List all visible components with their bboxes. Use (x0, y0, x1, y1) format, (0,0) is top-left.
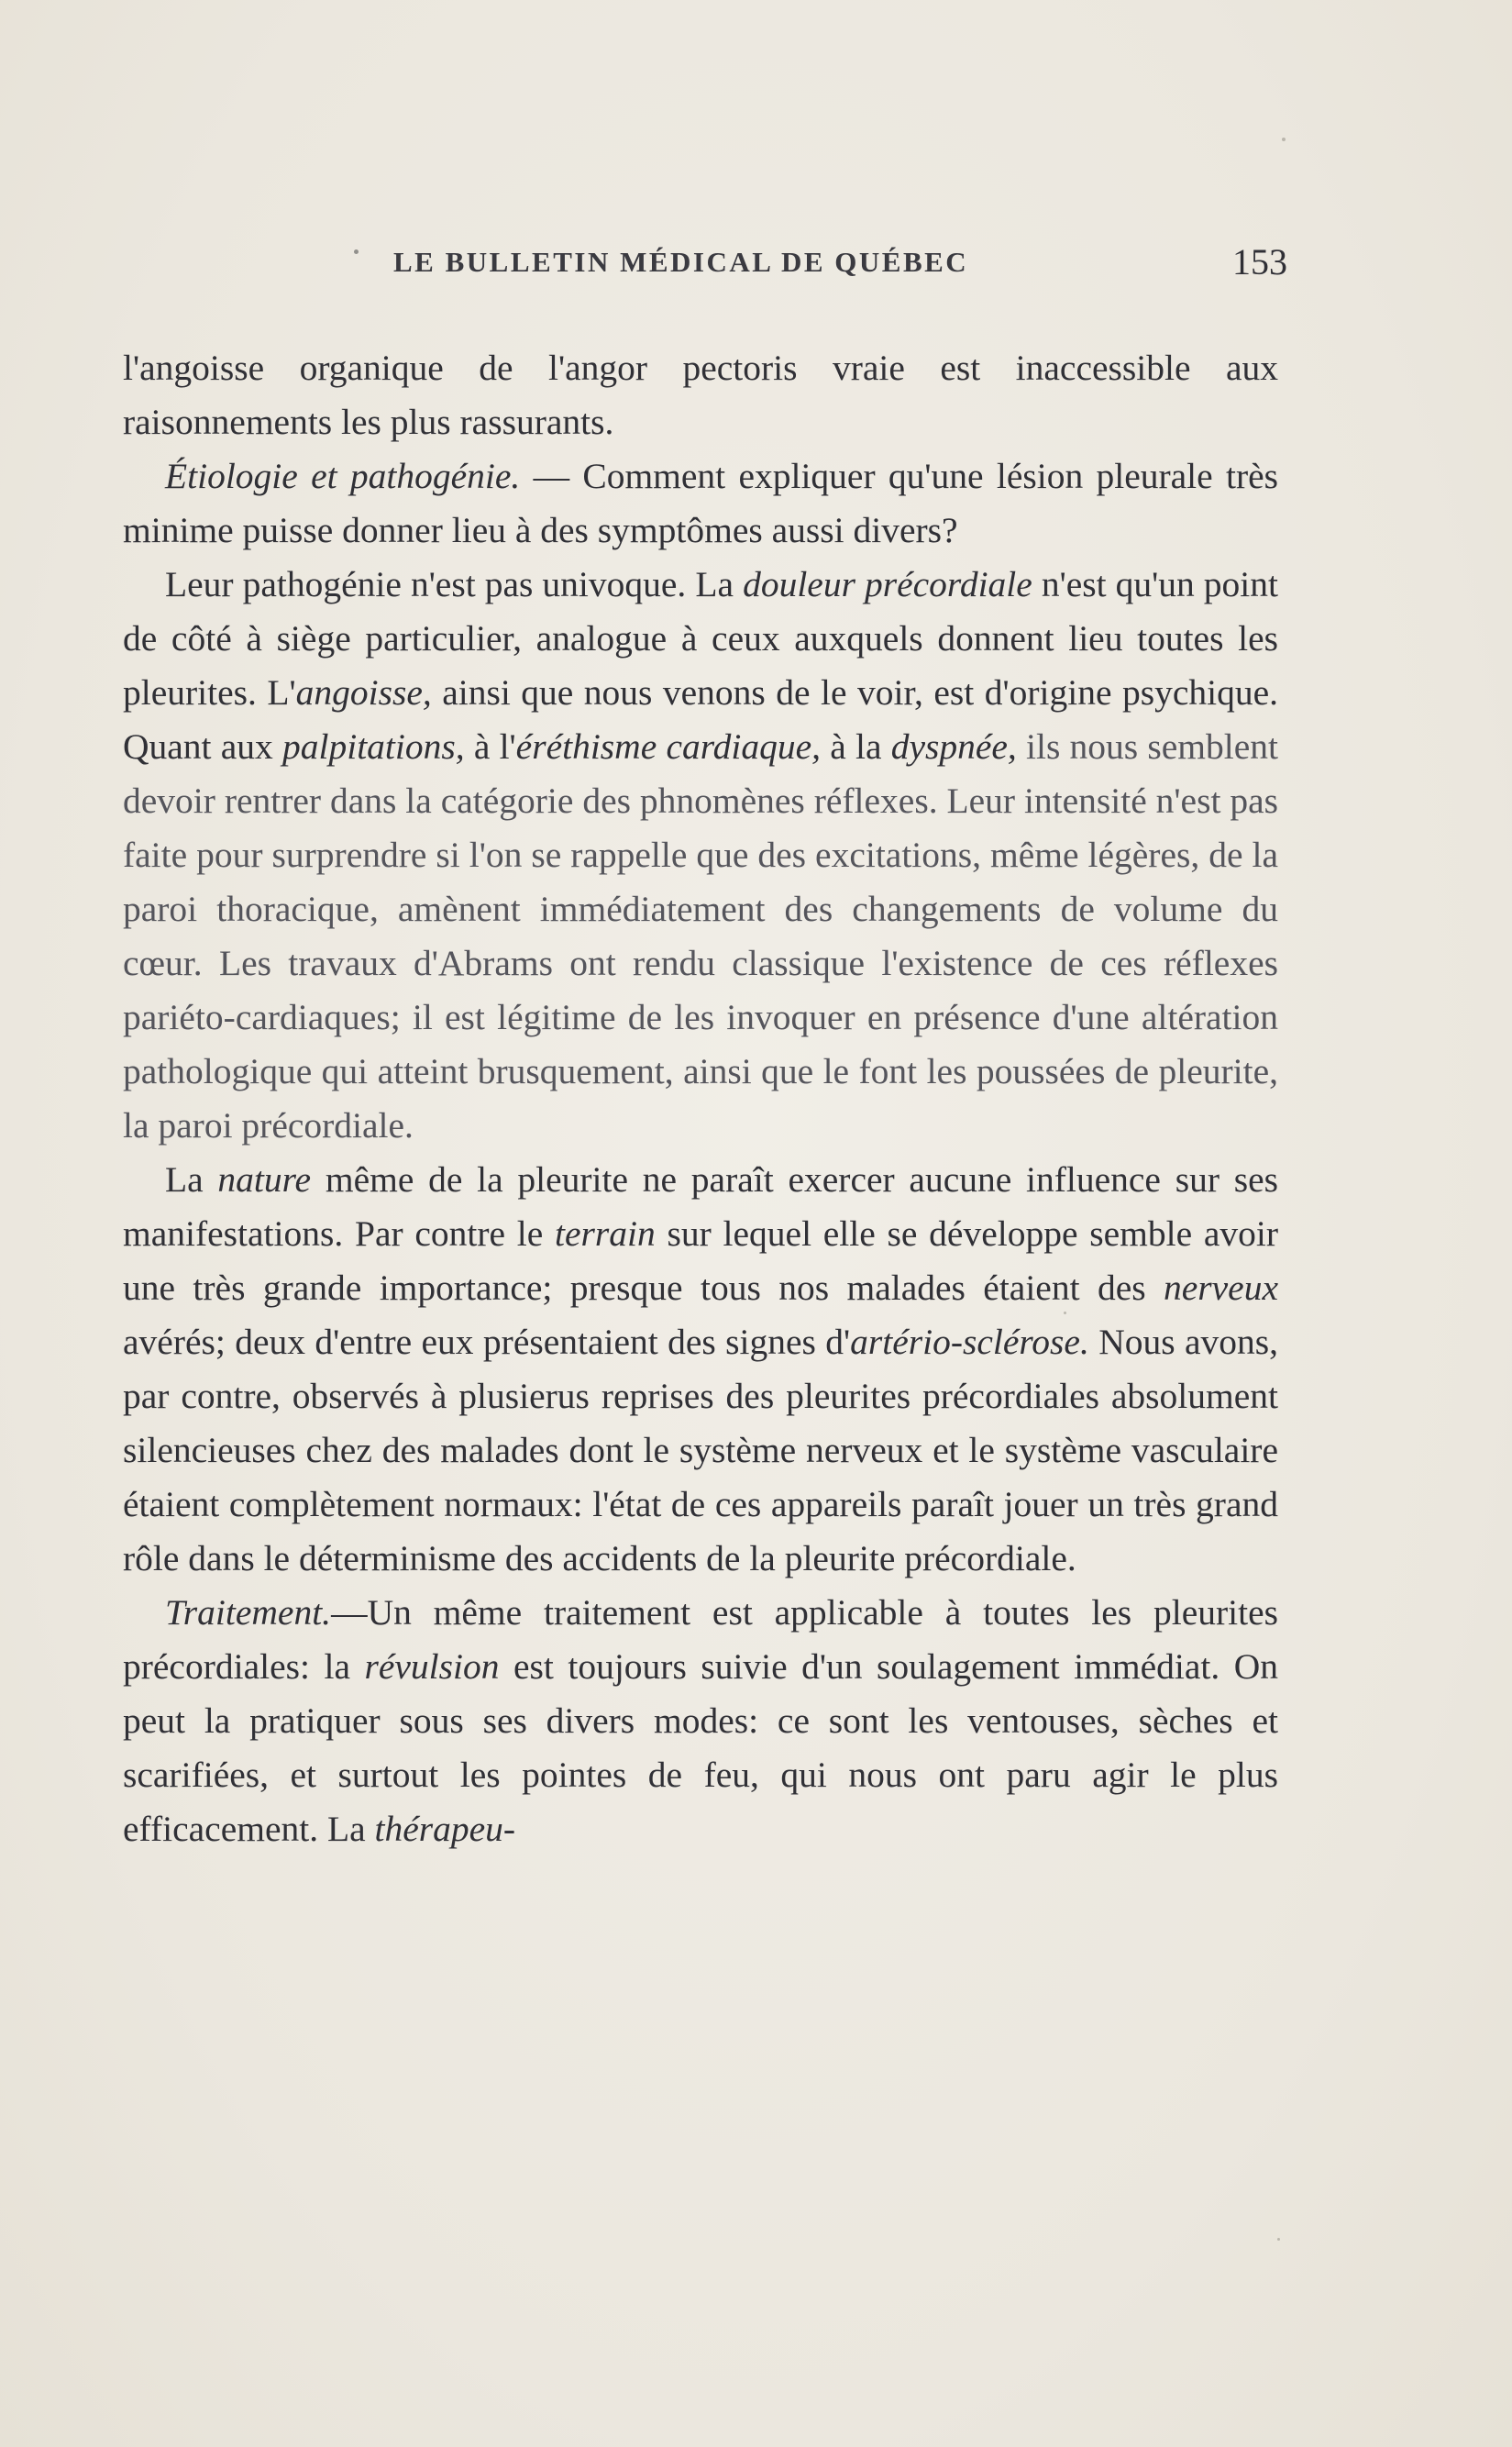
paragraph-3-text: à la (821, 726, 891, 767)
body-text (123, 341, 1278, 1856)
term-douleur-precordiale: douleur précordiale (743, 564, 1032, 604)
term-dyspnee: dyspnée, (890, 726, 1017, 767)
term-nature: nature (217, 1159, 312, 1200)
paragraph-5 (123, 1586, 1278, 1856)
paragraph-1 (123, 341, 1278, 449)
paragraph-3-text: ainsi que nous venons de le voir, est d'origine psychique. Quant aux (123, 672, 1278, 767)
paragraph-2-text: — Comment expliquer qu'une lésion pleurale très minime puisse donner lieu à des symptômes aussi divers? (123, 456, 1278, 550)
paragraph-5-text: —Un même traitement est applicable à toutes les pleurites précordiales: la (123, 1592, 1278, 1687)
paragraph-3-text: ils nous semblent devoir rentrer dans la catégorie des phnomènes réflexes. Leur intensité n'est pas faite pour surprendre si l'on se rappelle que des excitations, même légères, de la paroi thoracique, amènent immédiatement des changements de volume du cœur. Les travaux d'Abrams ont rendu classique l'existence de ces réflexes pariéto-cardiaques; il est légitime de les invoquer en présence d'une altération pathologique qui atteint brusquement, ainsi que le font les poussées de pleurite, la paroi précordiale. (123, 726, 1278, 1146)
paragraph-3-text: n'est qu'un point de côté à siège particulier, analogue à ceux auxquels donnent lieu toutes les pleurites. L' (123, 564, 1278, 713)
paper-speck (1282, 138, 1286, 141)
paragraph-4-text: La (165, 1159, 218, 1200)
paragraph-4 (123, 1153, 1278, 1586)
paper-speck (1064, 1312, 1066, 1314)
section-heading-traitement: Traitement. (165, 1592, 332, 1633)
paper-speck (354, 249, 359, 254)
running-header (123, 240, 1287, 286)
term-therapeu: thérapeu- (374, 1809, 516, 1849)
journal-title: LE BULLETIN MÉDICAL DE QUÉBEC (393, 246, 969, 278)
paragraph-4-text: même de la pleurite ne paraît exercer aucune influence sur ses manifestations. Par contre le (123, 1159, 1279, 1254)
paper-speck (1277, 2238, 1280, 2241)
paragraph-4-text: avérés; deux d'entre eux présentaient des signes d' (123, 1322, 851, 1362)
paragraph-2 (123, 449, 1278, 558)
section-heading-etiologie: Étiologie et pathogénie. (165, 456, 521, 496)
term-arterio-sclerose: artério-sclérose. (850, 1322, 1089, 1362)
paragraph-5-text: est toujours suivie d'un soulagement immédiat. On peut la pratiquer sous ses divers modes: ce sont les ventouses, sèches et scarifiées, et surtout les pointes de feu, qui nous ont paru agir le plus efficacement. La (123, 1646, 1278, 1849)
paragraph-4-text: sur lequel elle se développe semble avoir une très grande importance; presque tous nos malades étaient des (123, 1213, 1279, 1308)
paragraph-3-text: Leur pathogénie n'est pas univoque. La (165, 564, 744, 604)
paragraph-4-text: Nous avons, par contre, observés à plusierus reprises des pleurites précordiales absolument silencieuses chez des malades dont le système nerveux et le système vasculaire étaient complètement normaux: l'état de ces appareils paraît jouer un très grand rôle dans le déterminisme des accidents de la pleurite précordiale. (123, 1322, 1278, 1578)
page-number: 153 (1232, 241, 1287, 282)
term-palpitations: palpitations, (282, 726, 465, 767)
term-erethisme-cardiaque: éréthisme cardiaque, (515, 726, 822, 767)
paragraph-3 (123, 558, 1278, 1153)
term-nerveux: nerveux (1164, 1268, 1278, 1308)
term-angoisse: angoisse, (295, 672, 432, 713)
paragraph-3-text: à l' (464, 726, 516, 767)
term-revulsion: révulsion (364, 1646, 500, 1687)
term-terrain: terrain (555, 1213, 656, 1254)
paragraph-1-text: l'angoisse organique de l'angor pectoris vraie est inaccessible aux raisonnements les plus rassurants. (123, 348, 1278, 442)
